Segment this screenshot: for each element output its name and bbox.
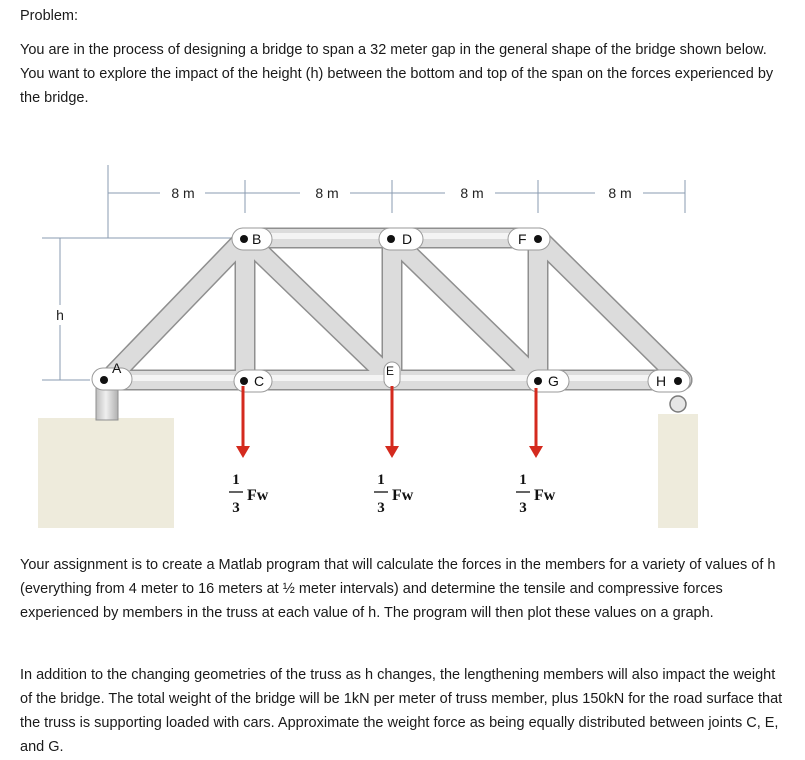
height-label: h — [56, 307, 64, 323]
dimension-label: 8 m — [171, 185, 195, 201]
joint-label-g: G — [548, 373, 559, 389]
left-support — [38, 418, 174, 528]
joint-label-e: E — [386, 364, 395, 378]
load-force: Fw — [392, 487, 414, 504]
roller-support — [670, 396, 686, 412]
joint-label-b: B — [252, 231, 262, 247]
truss-members — [108, 236, 682, 380]
load-label-e — [374, 472, 414, 516]
problem-heading: Problem: — [20, 8, 79, 24]
assignment-paragraph: Your assignment is to create a Matlab program that will calculate the forces in the members for a variety of values of h (everything from 4 meter to 16 meters at ½ meter intervals) and determine the tensile and compressive forces experienced by members in the truss at each value of h. The program will then plot these values on a graph. — [20, 557, 776, 621]
load-numerator: 1 — [519, 472, 527, 488]
load-denominator: 3 — [232, 500, 240, 516]
load-label-g — [516, 472, 556, 516]
joint-label-c: C — [254, 373, 265, 389]
joint-label-d: D — [402, 231, 413, 247]
load-labels — [229, 472, 556, 516]
dimension-label: 8 m — [608, 185, 632, 201]
joint-label-f: F — [518, 231, 527, 247]
weight-paragraph: In addition to the changing geometries of the truss as h changes, the lengthening members will also impact the weight of the bridge. The total weight of the bridge will be 1kN per meter of truss member, plus 150kN for the road surface that the truss is supporting loaded with cars. Approximate the weight force as being equally distributed between joints C, E, and G. — [20, 667, 783, 755]
load-denominator: 3 — [519, 500, 527, 516]
load-numerator: 1 — [377, 472, 385, 488]
right-support — [658, 414, 698, 528]
load-numerator: 1 — [232, 472, 240, 488]
joint-label-a: A — [112, 360, 122, 376]
intro-paragraph: You are in the process of designing a bridge to span a 32 meter gap in the general shape of the bridge shown below. You want to explore the impact of the height (h) between the bottom and top of the span on the forces experienced by the bridge. — [20, 42, 774, 106]
load-force: Fw — [534, 487, 556, 504]
load-arrows — [236, 386, 543, 458]
dimension-label: 8 m — [315, 185, 339, 201]
truss-bridge-diagram — [0, 165, 805, 535]
joint-label-h: H — [656, 373, 667, 389]
load-force: Fw — [247, 487, 269, 504]
load-denominator: 3 — [377, 500, 385, 516]
dimension-label: 8 m — [460, 185, 484, 201]
load-label-c — [229, 472, 269, 516]
